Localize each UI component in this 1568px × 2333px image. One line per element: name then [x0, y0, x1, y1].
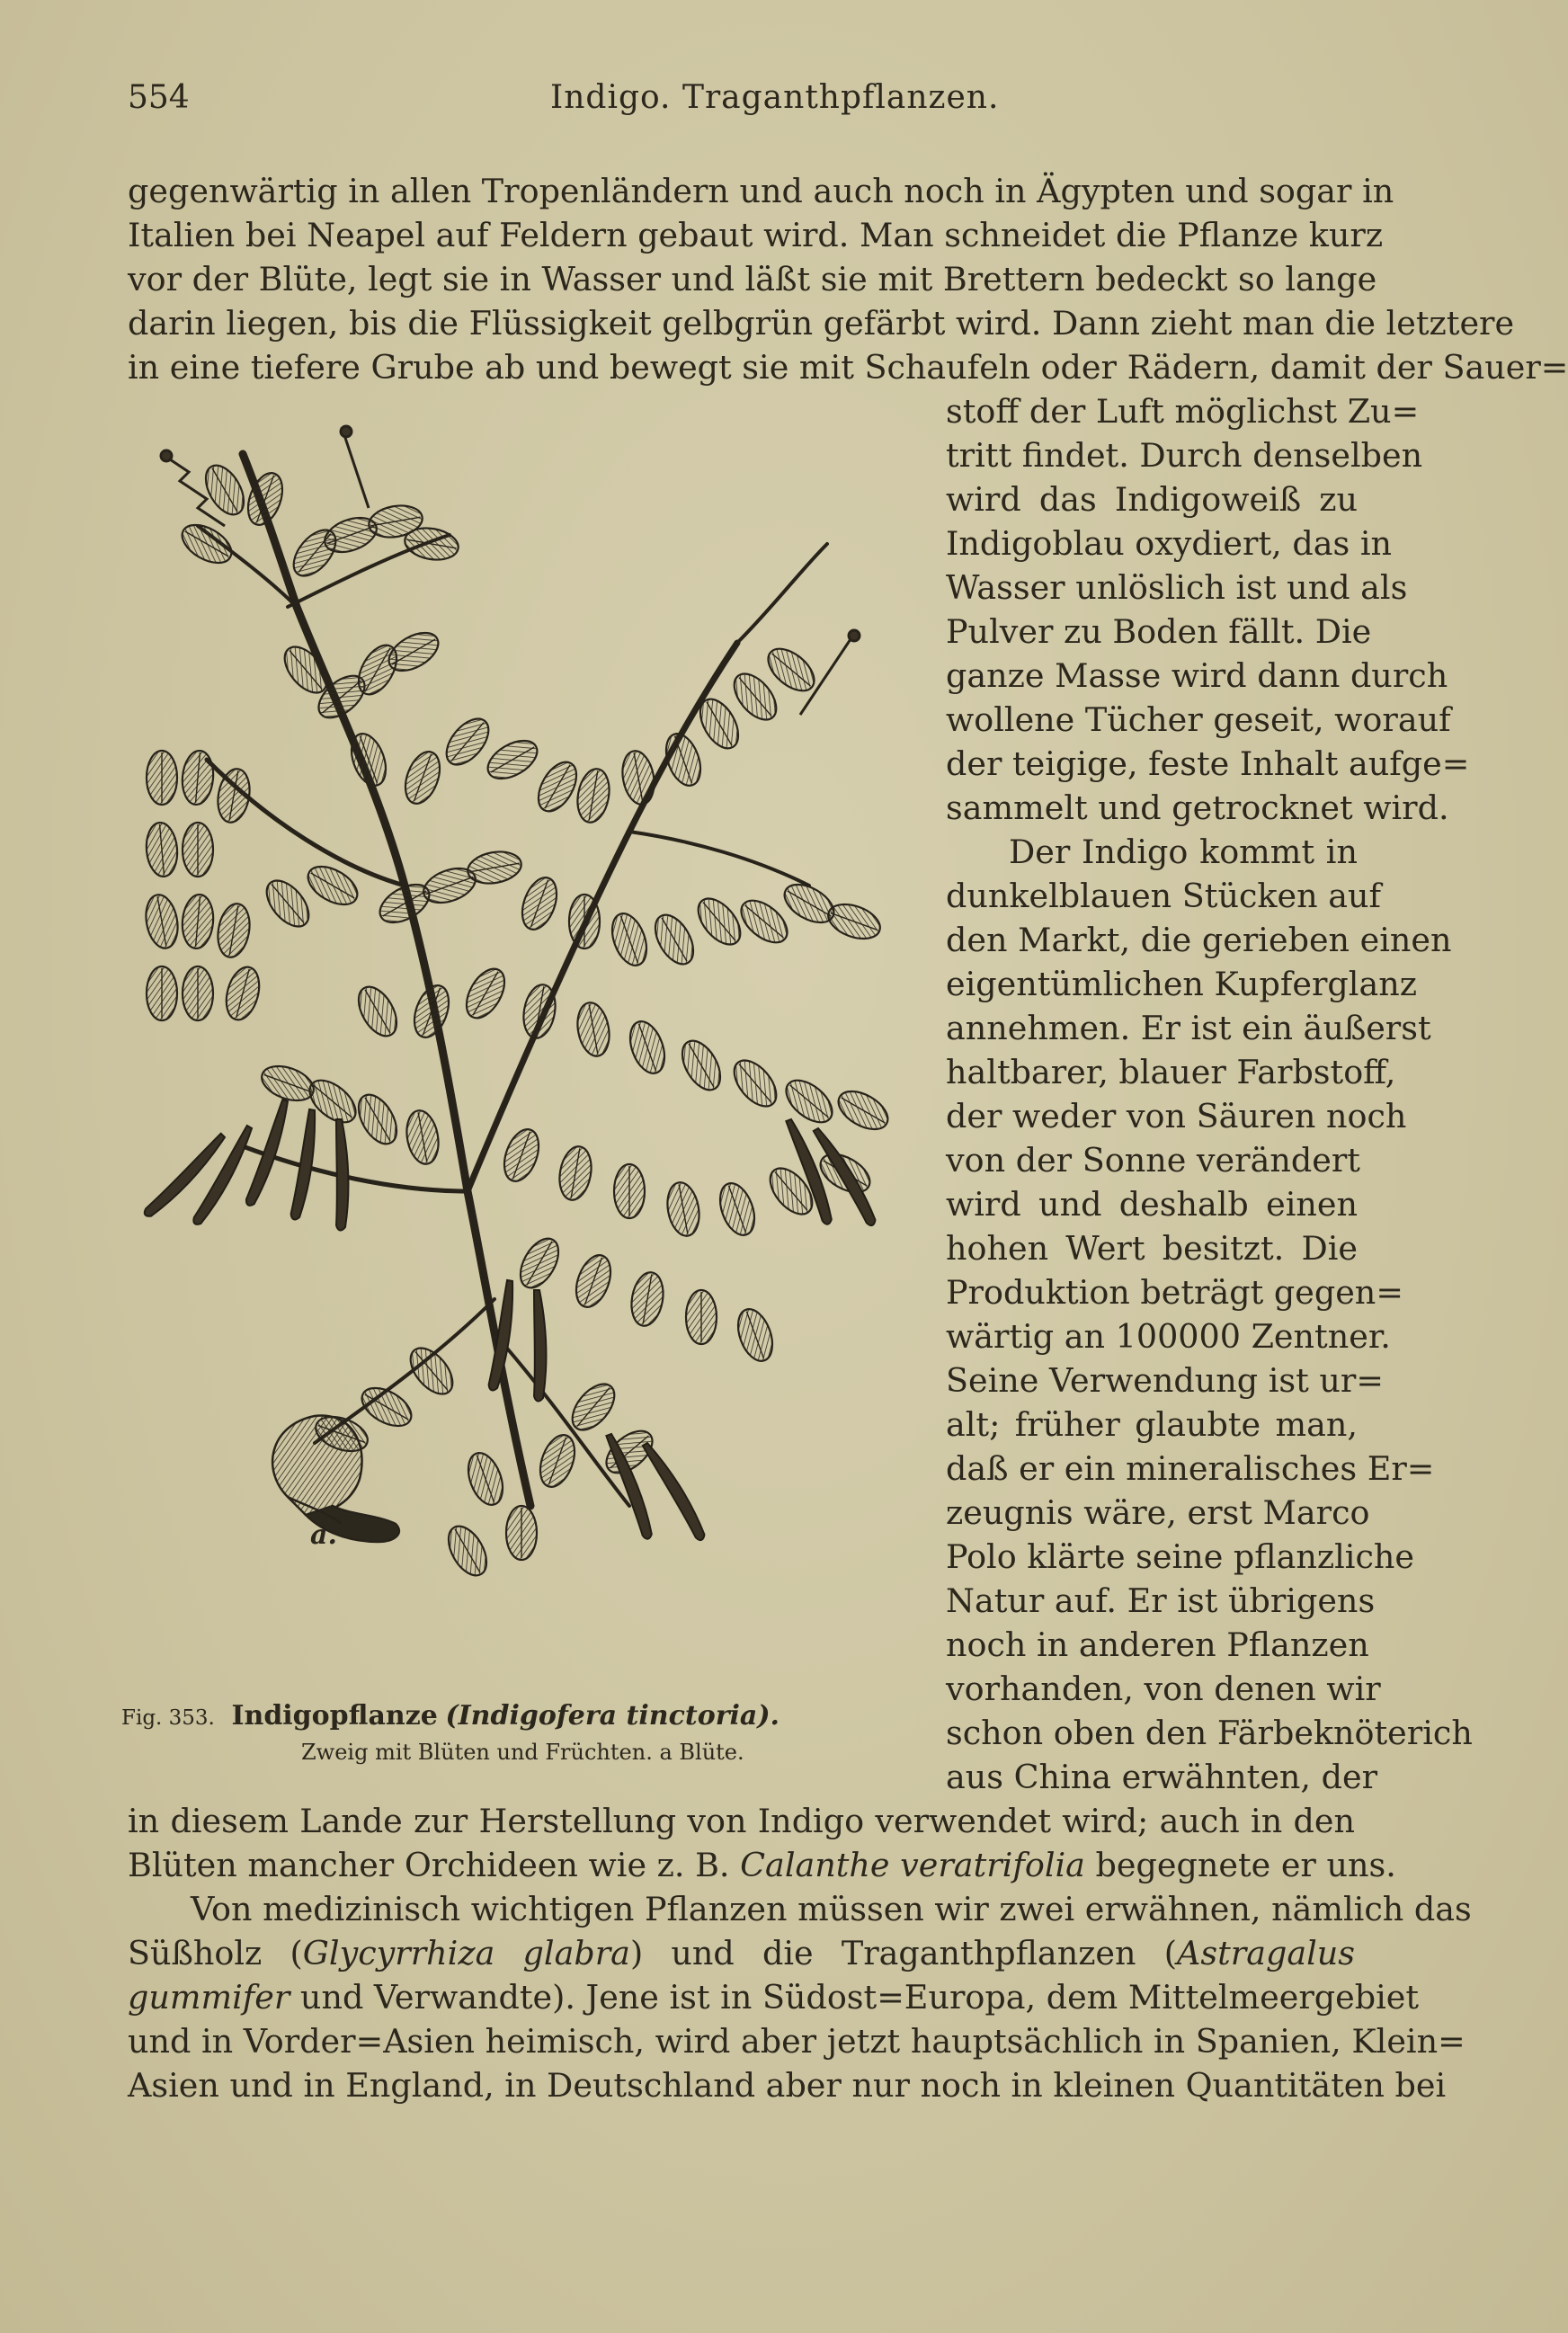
- text-line: stoff der Luft möglichst Zu=: [946, 392, 1420, 431]
- species-name: Astragalus: [1177, 1934, 1356, 1972]
- plant-engraving: [108, 400, 935, 1713]
- text-line: in eine tiefere Grube ab und bewegt sie mit Schaufeln oder Rädern, damit der Sauer=: [128, 348, 1568, 387]
- running-title: Indigo. Traganthpflanzen.: [550, 79, 1000, 116]
- text-line: vor der Blüte, legt sie in Wasser und läßt sie mit Brettern bedeckt so lange: [128, 260, 1377, 298]
- text-line: Pulver zu Boden fällt. Die: [946, 612, 1372, 651]
- text-line: Von medizinisch wichtigen Pflanzen müssen wir zwei erwähnen, nämlich das: [191, 1890, 1472, 1928]
- text-line: und in Vorder=Asien heimisch, wird aber jetzt hauptsächlich in Spanien, Klein=: [128, 2022, 1466, 2061]
- text-line: aus China erwähnten, der: [946, 1758, 1378, 1796]
- text-line: Polo klärte seine pflanzliche: [946, 1537, 1414, 1576]
- text-line: der teigige, feste Inhalt aufge=: [946, 744, 1470, 783]
- text-line: in diesem Lande zur Herstellung von Indigo verwendet wird; auch in den: [128, 1802, 1355, 1840]
- text-line: darin liegen, bis die Flüssigkeit gelbgrün gefärbt wird. Dann zieht man die letztere: [128, 304, 1515, 343]
- text-line: ganze Masse wird dann durch: [946, 656, 1448, 695]
- text-segment: ) und die Traganthpflanzen (: [629, 1934, 1177, 1972]
- text-segment: Blüten mancher Orchideen wie z. B.: [128, 1846, 741, 1884]
- figure-label: Fig. 353.: [121, 1706, 215, 1730]
- species-name: Calanthe veratrifolia: [740, 1846, 1085, 1884]
- figure-subcaption: Zweig mit Blüten und Früchten. a Blüte.: [301, 1740, 744, 1765]
- text-line: wird und deshalb einen: [946, 1185, 1358, 1224]
- text-line: annehmen. Er ist ein äußerst: [946, 1009, 1431, 1047]
- figure-title: Indigopflanze: [231, 1700, 438, 1732]
- text-line: Asien und in England, in Deutschland aber nur noch in kleinen Quantitäten bei: [128, 2066, 1447, 2105]
- text-line: wird das Indigoweiß zu: [946, 480, 1358, 519]
- text-line: eigentümlichen Kupferglanz: [946, 965, 1417, 1003]
- text-line: schon oben den Färbeknöterich: [946, 1714, 1473, 1752]
- text-line: wärtig an 100000 Zentner.: [946, 1317, 1391, 1356]
- species-name: Glycyrrhiza glabra: [302, 1934, 630, 1972]
- text-segment: und Verwandte). Jene ist in Südost=Europa, dem Mittelmeergebiet: [290, 1978, 1420, 2017]
- text-line: der weder von Säuren noch: [946, 1097, 1407, 1135]
- text-line: Der Indigo kommt in: [1009, 833, 1358, 871]
- text-line: sammelt und getrocknet wird.: [946, 788, 1449, 827]
- text-line: daß er ein mineralisches Er=: [946, 1449, 1435, 1488]
- text-line: noch in anderen Pflanzen: [946, 1625, 1369, 1664]
- species-name: gummifer: [128, 1978, 290, 2017]
- text-line: haltbarer, blauer Farbstoff,: [946, 1053, 1396, 1091]
- text-line: Indigoblau oxydiert, das in: [946, 524, 1392, 563]
- text-line: Italien bei Neapel auf Feldern gebaut wird. Man schneidet die Pflanze kurz: [128, 216, 1384, 254]
- figure-caption: [121, 1699, 931, 1769]
- detail-letter: a.: [310, 1519, 337, 1551]
- page-header: [128, 79, 1350, 133]
- text-line: hohen Wert besitzt. Die: [946, 1229, 1358, 1268]
- text-segment: Süßholz (: [128, 1934, 303, 1972]
- text-line: Natur auf. Er ist übrigens: [946, 1581, 1376, 1620]
- top-paragraph: [128, 169, 1568, 389]
- text-line: zeugnis wäre, erst Marco: [946, 1493, 1370, 1532]
- page-number: 554: [128, 79, 190, 116]
- text-line: vorhanden, von denen wir: [946, 1670, 1381, 1708]
- text-line: den Markt, die gerieben einen: [946, 921, 1452, 959]
- text-line: [128, 1975, 1420, 2019]
- text-line: Produktion beträgt gegen=: [946, 1273, 1403, 1312]
- figure-latin-name: (Indigofera tinctoria).: [445, 1700, 780, 1732]
- text-line: gegenwärtig in allen Tropenländern und auch noch in Ägypten und sogar in: [128, 172, 1394, 210]
- text-line: Seine Verwendung ist ur=: [946, 1361, 1384, 1400]
- right-column-text: [946, 389, 1473, 1799]
- text-line: Wasser unlöslich ist und als: [946, 568, 1408, 607]
- text-line: dunkelblauen Stücken auf: [946, 877, 1382, 915]
- indigo-plant-illustration: [108, 400, 935, 1713]
- text-segment: begegnete er uns.: [1084, 1846, 1396, 1884]
- bottom-paragraph: [128, 1799, 1472, 2107]
- text-line: [128, 1843, 1396, 1887]
- text-line: von der Sonne verändert: [946, 1141, 1360, 1180]
- text-line: [128, 1931, 1355, 1975]
- text-line: tritt findet. Durch denselben: [946, 436, 1423, 475]
- text-line: alt; früher glaubte man,: [946, 1405, 1358, 1444]
- text-line: wollene Tücher geseit, worauf: [946, 700, 1451, 739]
